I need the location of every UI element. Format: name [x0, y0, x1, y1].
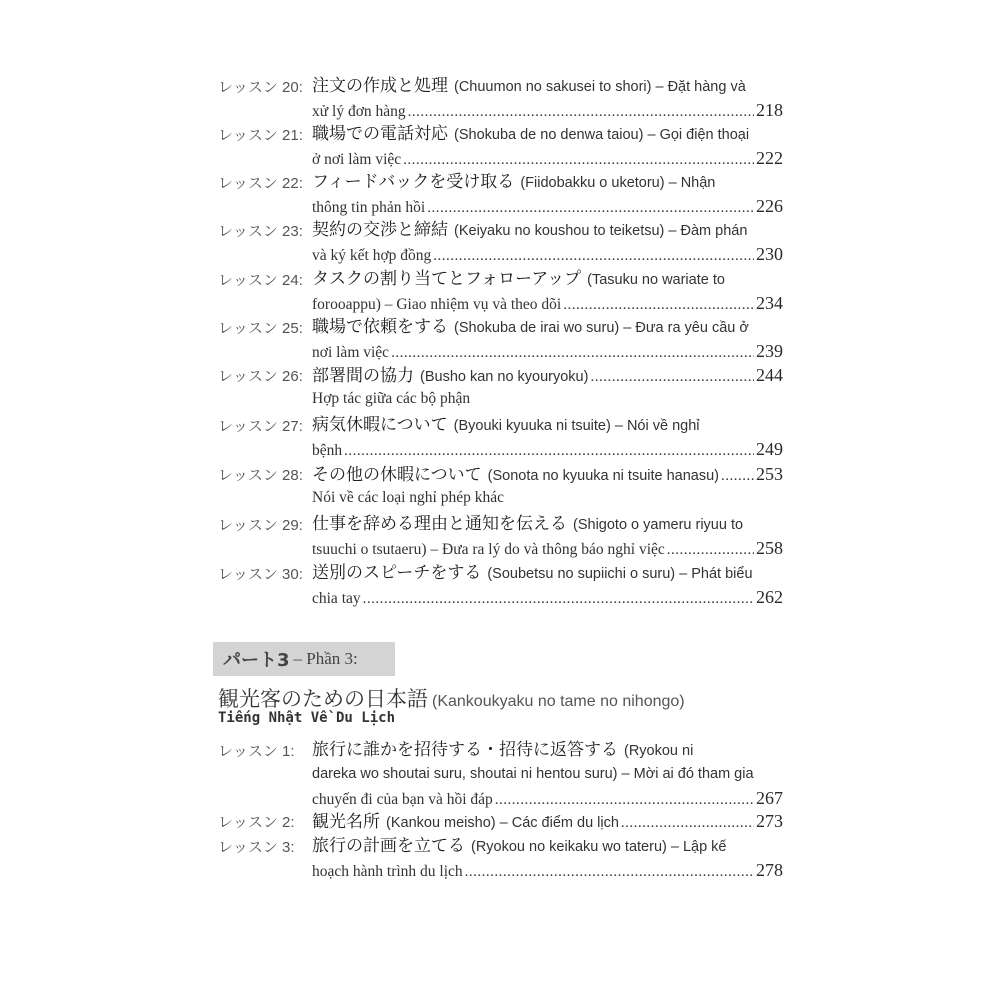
lesson-title-romaji: (Ryokou ni: [624, 743, 694, 759]
section-title: [218, 683, 685, 713]
leader-dots: [590, 365, 754, 387]
page-number: 258: [756, 538, 783, 558]
lesson-number: レッスン 27:: [218, 418, 303, 435]
page-number: 267: [756, 788, 783, 808]
toc-entry[interactable]: [218, 363, 783, 411]
page-number: 239: [756, 341, 783, 361]
leader-dots: [391, 341, 754, 363]
lesson-title-vi: forooappu) – Giao nhiệm vụ và theo dõi: [312, 296, 562, 313]
toc-entry[interactable]: [218, 413, 783, 461]
lesson-number: レッスン 22:: [218, 175, 303, 192]
page-number: 278: [756, 860, 783, 880]
lesson-title-vi: ở nơi làm việc: [312, 151, 402, 168]
lesson-number: レッスン 1:: [218, 743, 295, 760]
lesson-number: レッスン 20:: [218, 79, 303, 96]
leader-dots: [344, 439, 754, 461]
part-label-jp: パート3: [223, 650, 290, 671]
lesson-number: レッスン 2:: [218, 814, 295, 831]
lesson-title-vi: tsuuchi o tsutaeru) – Đưa ra lý do và thông báo nghỉ việc: [312, 541, 665, 558]
lesson-title-vi: xử lý đơn hàng: [312, 103, 406, 120]
lesson-title-jp: フィードバックを受け取る: [312, 172, 515, 192]
lesson-title-vi: Nói về các loại nghỉ phép khác: [312, 489, 504, 506]
page-number: 244: [756, 365, 783, 385]
lesson-title-jp: その他の休暇について: [312, 465, 482, 485]
part-heading-box: [213, 642, 395, 676]
leader-dots: [621, 811, 754, 833]
page-number: 253: [756, 464, 783, 484]
lesson-title-vi: chuyến đi của bạn và hồi đáp: [312, 791, 493, 808]
lesson-title-romaji: (Keiyaku no koushou to teiketsu) – Đàm phán: [454, 223, 748, 239]
lesson-title-romaji: (Byouki kyuuka ni tsuite) – Nói về nghỉ: [453, 418, 700, 434]
page-number: 273: [756, 811, 783, 831]
leader-dots: [667, 538, 754, 560]
toc-entry[interactable]: [218, 218, 783, 266]
part-label-vi: – Phần 3:: [293, 649, 358, 668]
leader-dots: [427, 196, 754, 218]
lesson-title-vi: chia tay: [312, 590, 361, 607]
lesson-title-romaji: (Shokuba de irai wo suru) – Đưa ra yêu cầu ở: [454, 320, 749, 336]
lesson-number: レッスン 29:: [218, 517, 303, 534]
page-number: 222: [756, 148, 783, 168]
toc-entry[interactable]: [218, 462, 783, 510]
lesson-number: レッスン 21:: [218, 127, 303, 144]
lesson-title-vi: Hợp tác giữa các bộ phận: [312, 390, 471, 407]
leader-dots: [495, 788, 754, 810]
lesson-title-romaji: (Fiidobakku o uketoru) – Nhận: [520, 175, 716, 191]
toc-entry[interactable]: [218, 315, 783, 363]
lesson-title-romaji: (Ryokou no keikaku wo tateru) – Lập kế: [471, 839, 727, 855]
toc-entry[interactable]: [218, 74, 783, 122]
lesson-title-vi: thông tin phản hồi: [312, 199, 426, 216]
lesson-number: レッスン 26:: [218, 368, 303, 385]
lesson-number: レッスン 3:: [218, 839, 295, 856]
toc-entry[interactable]: [218, 561, 783, 609]
lesson-title-romaji: (Kankou meisho) – Các điểm du lịch: [386, 815, 619, 831]
toc-entry[interactable]: [218, 122, 783, 170]
lesson-number: レッスン 23:: [218, 223, 303, 240]
leader-dots: [433, 244, 754, 266]
section-title-jp: 観光客のための日本語: [218, 687, 428, 711]
lesson-title-vi: và ký kết hợp đồng: [312, 247, 432, 264]
lesson-title-jp: 契約の交渉と締結: [312, 220, 448, 240]
lesson-title-vi: bệnh: [312, 442, 343, 459]
leader-dots: [563, 293, 754, 315]
lesson-title-jp: 送別のスピーチをする: [312, 563, 482, 583]
lesson-title-jp: タスクの割り当てとフォローアップ: [312, 269, 582, 289]
lesson-title-jp: 旅行に誰かを招待する・招待に返答する: [312, 740, 618, 760]
leader-dots: [721, 464, 754, 486]
lesson-number: レッスン 30:: [218, 566, 303, 583]
toc-entry[interactable]: [218, 738, 783, 810]
page-number: 234: [756, 293, 783, 313]
lesson-title-vi: nơi làm việc: [312, 344, 390, 361]
lesson-title-romaji: (Sonota no kyuuka ni tsuite hanasu): [487, 468, 720, 484]
lesson-title-jp: 職場で依頼をする: [312, 317, 448, 337]
toc-entry[interactable]: [218, 267, 783, 315]
lesson-title-jp: 観光名所: [312, 812, 380, 832]
lesson-number: レッスン 25:: [218, 320, 303, 337]
section-title-romaji: (Kankoukyaku no tame no nihongo): [432, 693, 685, 710]
lesson-title-vi: hoạch hành trình du lịch: [312, 863, 463, 880]
toc-entry[interactable]: [218, 834, 783, 882]
page-number: 226: [756, 196, 783, 216]
page-number: 230: [756, 244, 783, 264]
page-number: 218: [756, 100, 783, 120]
lesson-title-romaji: (Shigoto o yameru riyuu to: [573, 517, 744, 533]
leader-dots: [403, 148, 754, 170]
lesson-title-jp: 仕事を辞める理由と通知を伝える: [312, 514, 567, 534]
lesson-title-jp: 注文の作成と処理: [312, 76, 448, 96]
leader-dots: [465, 860, 754, 882]
lesson-number: レッスン 28:: [218, 467, 303, 484]
section-subtitle: Tiếng Nhật Về Du Lịch: [218, 710, 396, 726]
lesson-title-romaji: (Chuumon no sakusei to shori) – Đặt hàng và: [454, 79, 746, 95]
page-number: 249: [756, 439, 783, 459]
lesson-number: レッスン 24:: [218, 272, 303, 289]
lesson-title-jp: 職場での電話対応: [312, 124, 448, 144]
lesson-title-romaji: (Tasuku no wariate to: [587, 272, 725, 288]
lesson-title-romaji: (Busho kan no kyouryoku): [420, 369, 589, 385]
lesson-title-jp: 旅行の計画を立てる: [312, 836, 465, 856]
lesson-title-romaji: (Shokuba de no denwa taiou) – Gọi điện thoại: [454, 127, 750, 143]
toc-entry[interactable]: [218, 809, 783, 833]
lesson-title-jp: 病気休暇について: [312, 415, 448, 435]
leader-dots: [363, 587, 754, 609]
toc-entry[interactable]: [218, 512, 783, 560]
page-number: 262: [756, 587, 783, 607]
toc-entry[interactable]: [218, 170, 783, 218]
lesson-title-romaji: (Soubetsu no supiichi o suru) – Phát biểu: [487, 566, 753, 582]
lesson-title-romaji-cont: dareka wo shoutai suru, shoutai ni hentou suru) – Mời ai đó tham gia: [312, 766, 754, 782]
leader-dots: [408, 100, 754, 122]
lesson-title-jp: 部署間の協力: [312, 366, 414, 386]
